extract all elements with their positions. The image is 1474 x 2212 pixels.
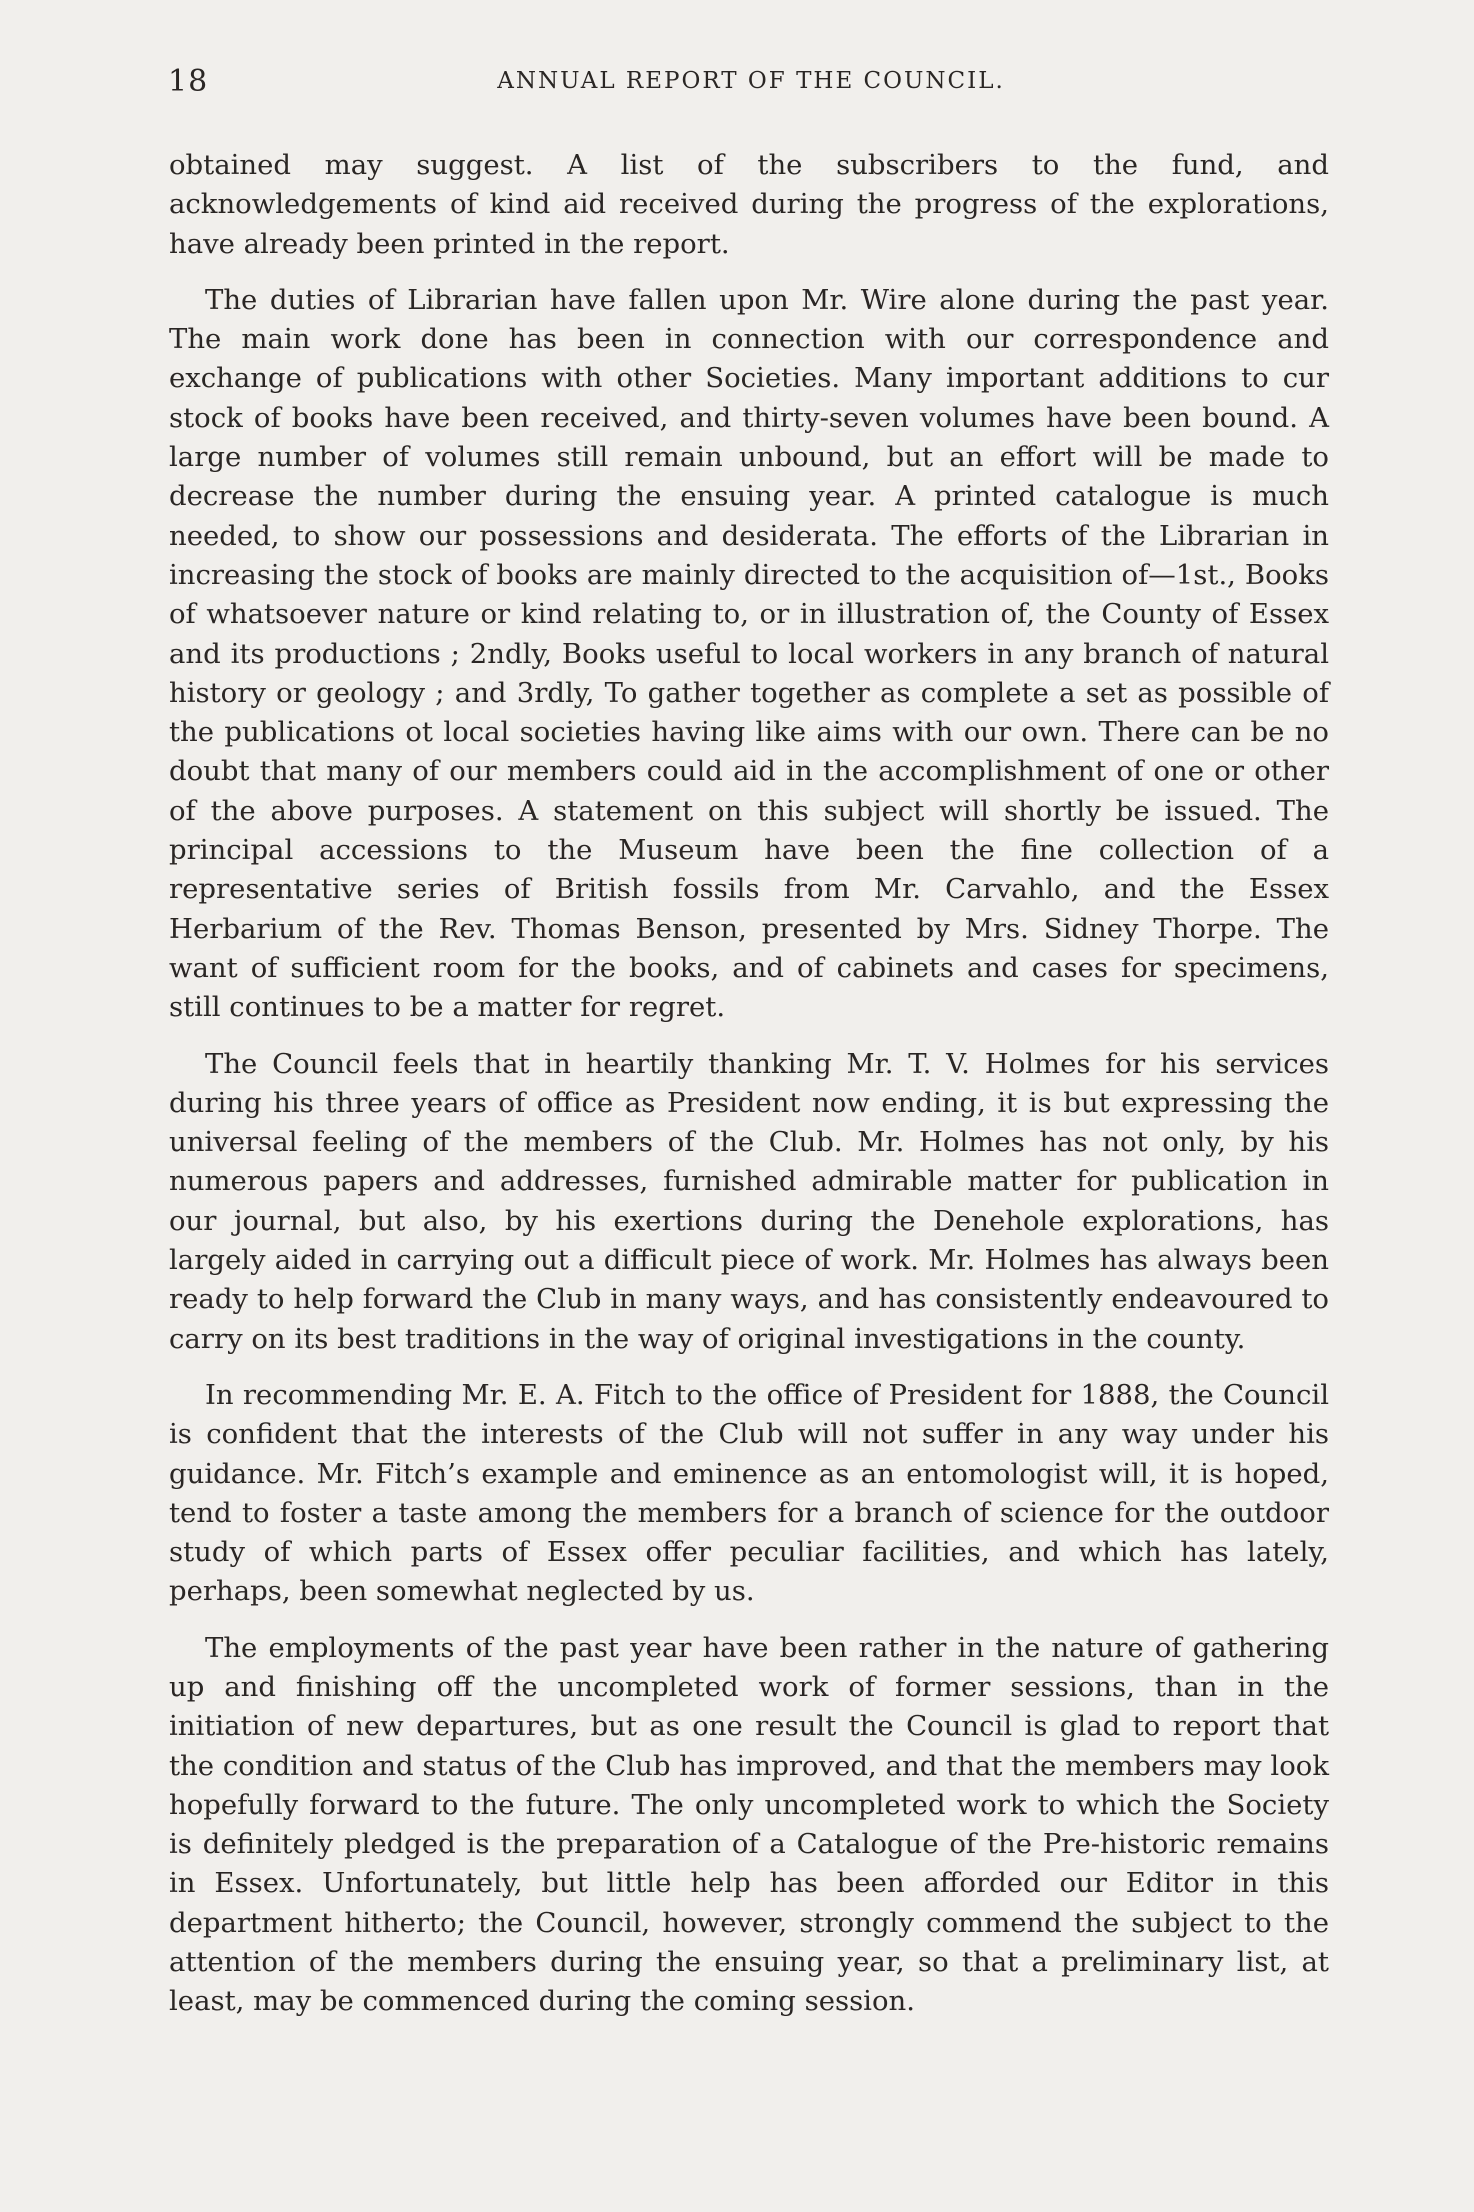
page-number: 18 <box>168 64 209 99</box>
paragraph-employments: The employments of the past year have been rather in the nature of gathering up and finishing off the uncompleted work of former sessions, than in the initiation of new departures, but as one result the Council is glad to report that the condition and status of the Club has improved, and that the members may look hopefully forward to the future. The only uncompleted work to which the Society is definitely pledged is the preparation of a Catalogue of the Pre-historic remains in Essex. Unfortunately, but little help has been afforded our Editor in this department hitherto; the Council, however, strongly commend the subject to the attention of the members during the ensuing year, so that a preliminary list, at least, may be commenced during the coming session. <box>169 1631 1329 2018</box>
paragraph-president-thanks: The Council feels that in heartily thanking Mr. T. V. Holmes for his services during his three years of office as President now ending, it is but expressing the universal feeling of the members of the Club. Mr. Holmes has not only, by his numerous papers and addresses, furnished admirable matter for publication in our journal, but also, by his exertions during the Denehole explorations, has largely aided in carrying out a difficult piece of work. Mr. Holmes has always been ready to help forward the Club in many ways, and has consistently endeavoured to carry on its best traditions in the way of original investigations in the county. <box>169 1047 1329 1355</box>
paragraph-new-president: In recommending Mr. E. A. Fitch to the office of President for 1888, the Council is confident that the interests of the Club will not suffer in any way under his guidance. Mr. Fitch’s example and eminence as an entomologist will, it is hoped, tend to foster a taste among the members for a branch of science for the outdoor study of which parts of Essex offer peculiar facilities, and which has lately, perhaps, been somewhat neglected by us. <box>169 1378 1329 1608</box>
running-title: ANNUAL REPORT OF THE COUNCIL. <box>497 68 1005 94</box>
running-header <box>168 64 1334 104</box>
body-text <box>169 146 1329 2022</box>
paragraph-librarian: The duties of Librarian have fallen upon Mr. Wire alone during the past year. The main work done has been in connection with our correspondence and exchange of publications with other Societies. Many important additions to cur stock of books have been received, and thirty-seven volumes have been bound. A large number of volumes still remain unbound, but an effort will be made to decrease the number during the ensuing year. A printed catalogue is much needed, to show our possessions and desiderata. The efforts of the Librarian in increasing the stock of books are mainly directed to the acquisition of—1st., Books of whatsoever nature or kind relating to, or in illustration of, the County of Essex and its productions ; 2ndly, Books useful to local workers in any branch of natural history or geology ; and 3rdly, To gather together as complete a set as possible of the publications ot local societies having like aims with our own. There can be no doubt that many of our members could aid in the accomplishment of one or other of the above purposes. A statement on this subject will shortly be issued. The principal accessions to the Museum have been the fine collection of a representative series of British fossils from Mr. Carvahlo, and the Essex Herbarium of the Rev. Thomas Benson, presented by Mrs. Sidney Thorpe. The want of sufficient room for the books, and of cabinets and cases for specimens, still continues to be a matter for regret. <box>169 283 1329 1024</box>
paragraph-continuation: obtained may suggest. A list of the subscribers to the fund, and acknowledgements of kind aid received during the progress of the explorations, have already been printed in the report. <box>169 149 1329 260</box>
